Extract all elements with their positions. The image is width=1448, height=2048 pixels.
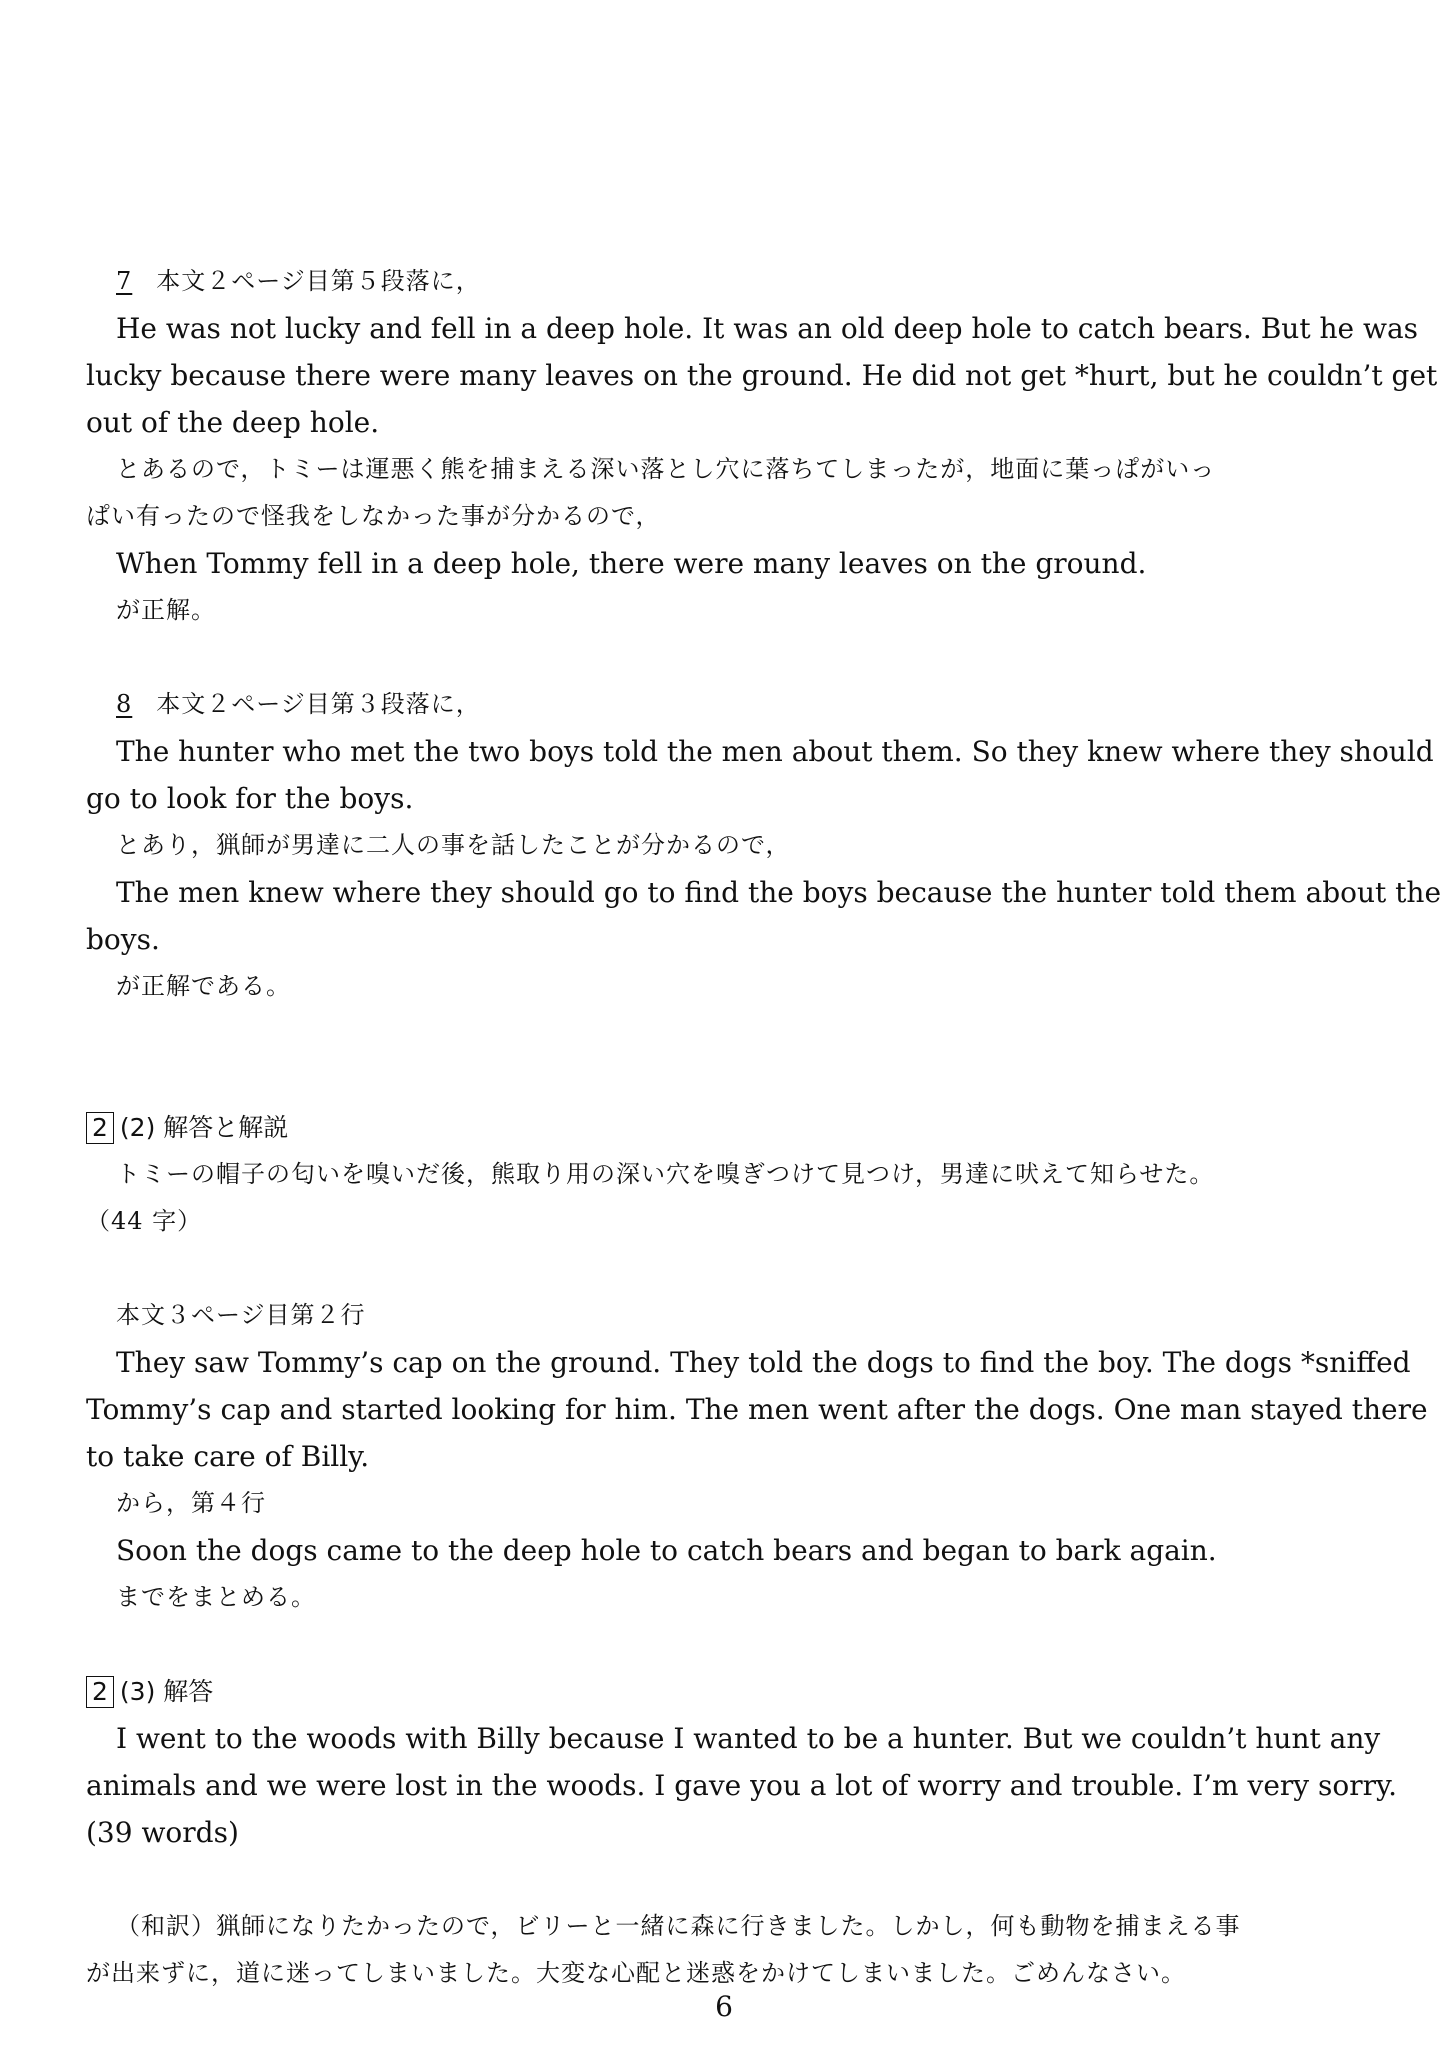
- section-2-2-answer-line-1: トミーの帽子の匂いを嗅いだ後，熊取り用の深い穴を嗅ぎつけて見つけ，男達に吠えて知らせた。: [116, 1160, 1215, 1188]
- section-2-2-quote-1-line-1: They saw Tommy’s cap on the ground. They told the dogs to find the boy. The dogs *sniffed: [116, 1346, 1411, 1379]
- q7-reference: 本文２ページ目第５段落に，: [156, 267, 481, 295]
- q8-conclusion: が正解である。: [116, 972, 291, 1000]
- section-2-3-translation-line-2: が出来ずに，道に迷ってしまいました。大変な心配と迷惑をかけてしまいました。ごめんなさい。: [86, 1959, 1186, 1987]
- section-2-2-reference-1: 本文３ページ目第２行: [116, 1301, 366, 1329]
- section-2-3-answer-line-3: (39 words): [86, 1816, 239, 1849]
- section-2-2-title: (2) 解答と解説: [119, 1113, 289, 1142]
- section-2-3-answer-line-1: I went to the woods with Billy because I wanted to be a hunter. But we couldn’t hunt any: [116, 1722, 1381, 1755]
- q7-heading: [86, 258, 1318, 305]
- q7-number: 7: [116, 267, 133, 295]
- section-2-2-quote-1-line-2: Tommy’s cap and started looking for him. The men went after the dogs. One man stayed there: [86, 1393, 1428, 1426]
- section-2-2-heading: [86, 1104, 1318, 1151]
- q7-quote-line-3: out of the deep hole.: [86, 406, 380, 439]
- section-2-3-title: (3) 解答: [119, 1677, 214, 1706]
- page-number: 6: [715, 1990, 733, 2023]
- section-2-2-quote-2: Soon the dogs came to the deep hole to catch bears and began to bark again.: [116, 1534, 1217, 1567]
- q7-answer: When Tommy fell in a deep hole, there were many leaves on the ground.: [116, 547, 1147, 580]
- spacer: [86, 634, 1318, 681]
- question-box-number: 2: [86, 1112, 114, 1144]
- q8-answer-line-2: boys.: [86, 923, 160, 956]
- q7-quote-line-2: lucky because there were many leaves on the ground. He did not get *hurt, but he couldn’t get: [86, 359, 1438, 392]
- q8-quote-line-1: The hunter who met the two boys told the men about them. So they knew where they should: [116, 735, 1434, 768]
- q8-answer-line-1: The men knew where they should go to find the boys because the hunter told them about the: [116, 876, 1442, 909]
- q7-conclusion: が正解。: [116, 596, 216, 624]
- spacer: [86, 1621, 1318, 1668]
- q8-reference: 本文２ページ目第３段落に，: [156, 690, 481, 718]
- section-2-3-translation-line-1: （和訳）猟師になりたかったので，ビリーと一緒に森に行きました。しかし，何も動物を捕まえる事: [116, 1912, 1241, 1940]
- q7-explanation-line-2: ぱい有ったので怪我をしなかった事が分かるので，: [86, 502, 661, 530]
- section-2-2-reference-2: から，第４行: [116, 1489, 266, 1517]
- document-body: [86, 258, 1442, 1997]
- spacer: [86, 1856, 1318, 1903]
- q7-explanation-line-1: とあるので，トミーは運悪く熊を捕まえる深い落とし穴に落ちてしまったが，地面に葉っぱがいっ: [116, 455, 1216, 483]
- q7-quote-line-1: He was not lucky and fell in a deep hole. It was an old deep hole to catch bears. But he was: [116, 312, 1418, 345]
- q8-explanation: とあり，猟師が男達に二人の事を話したことが分かるので，: [116, 831, 791, 859]
- q8-quote-line-2: go to look for the boys.: [86, 782, 414, 815]
- q8-heading: [86, 681, 1318, 728]
- spacer: [86, 1245, 1318, 1292]
- section-2-2-quote-1-line-3: to take care of Billy.: [86, 1440, 370, 1473]
- spacer: [86, 1010, 1318, 1104]
- section-2-2-answer-line-2: （44 字）: [86, 1207, 203, 1235]
- q8-number: 8: [116, 690, 133, 718]
- section-2-3-answer-line-2: animals and we were lost in the woods. I gave you a lot of worry and trouble. I’m very sorry.: [86, 1769, 1397, 1802]
- section-2-2-conclusion: までをまとめる。: [116, 1583, 316, 1611]
- question-box-number: 2: [86, 1676, 114, 1708]
- section-2-3-heading: [86, 1668, 1318, 1715]
